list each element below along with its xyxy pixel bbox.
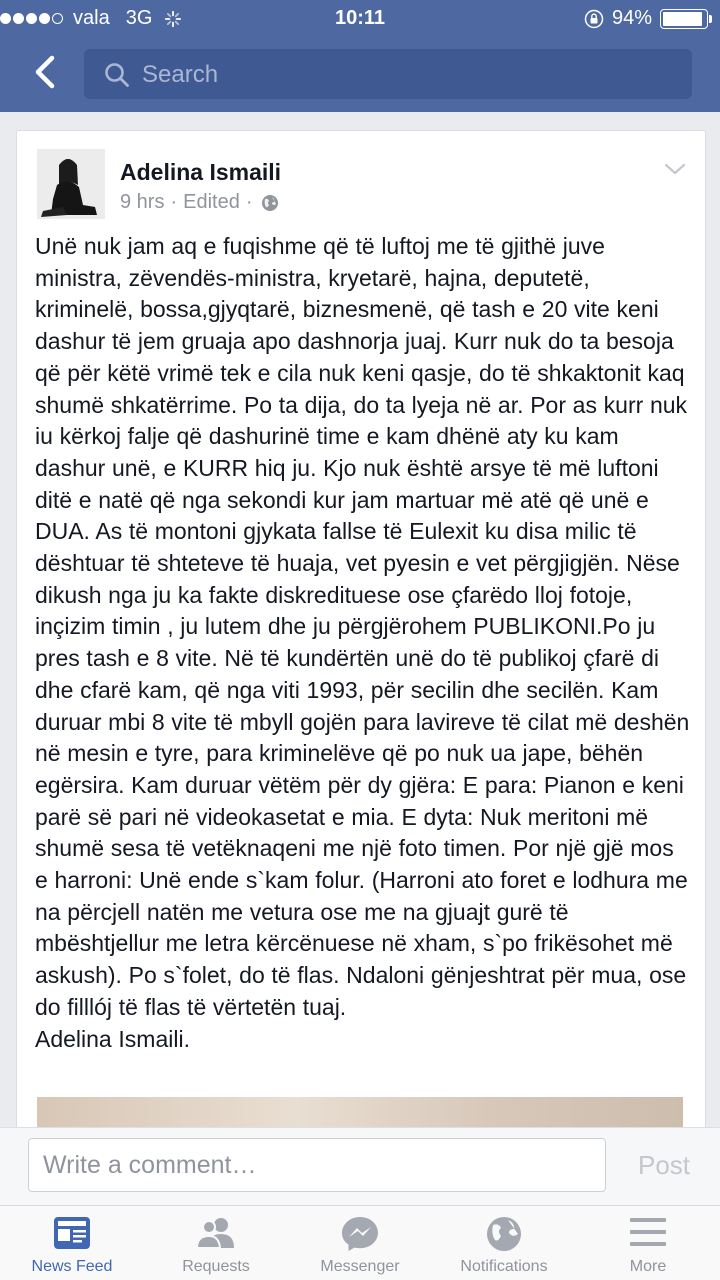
comment-bar	[0, 1127, 720, 1206]
carrier-name: vala	[73, 7, 110, 29]
comment-input[interactable]	[28, 1138, 606, 1192]
meta-separator: ·	[170, 191, 178, 213]
menu-icon	[629, 1215, 667, 1249]
battery-nub	[709, 15, 712, 23]
avatar-photo	[37, 149, 105, 219]
post-edited-label[interactable]: Edited	[183, 191, 240, 213]
search-input[interactable]	[140, 49, 684, 101]
author-avatar[interactable]	[37, 149, 105, 219]
post-body-text: Unë nuk jam aq e fuqishme që të luftoj me të gjithë juve ministra, zëvendës-ministra, kryetarë, hajna, deputetë, kriminelë, bossa,gjyqtarë, biznesmenë, që tash e 20 vite keni dashur të jem gruaja apo dashnorja juaj. Kurr nuk do ta besoja që për këtë vrimë tek e cila nuk keni qasje, do të shkaktonit kaq shumë shkatërrime. Po ta dija, do ta lyeja në ar. Por as kurr nuk iu kërkoj falje që dashurinë time e kam dhënë aty ku kam dashur unë, e KURR hiq ju. Kjo nuk është arsye të më luftoni ditë e natë që nga sekondi kur jam martuar më atë që unë e DUA. As të montoni gjykata fallse të Eulexit ku disa milic të dështuar të shteteve të huaja, vet pyesin e vet përgjigjën. Nëse dikush nga ju ka fakte diskredituese ose çfarëdo lloj fotoje, inçizim timin , ju lutem dhe ju përgjërohem PUBLIKONI.Po ju pres tash e 8 vite. Në të kundërtën unë do të publikoj çfarë di dhe cfarë kam, që nga viti 1993, për secilin dhe secilën. Kam duruar mbi 8 vite të mbyll gojën para lavireve të cilat më deshën në mesin e tyre, para kriminelëve që po nuk ua jape, bëhën egërsira. Kam duruar vëtëm për dy gjëra: E para: Pianon e keni parë së pari në videokasetat e mia. E dyta: Nuk meritoni më shumë sesa të vetëknaqeni me një foto timen. Por një gjë mos e harroni: Unë ende s`kam folur. (Harroni ato foret e lodhura me na përcjell natën me vetura ose me na gjuajt gurë të mbështjellur me letra kërcënuese në xham, s`po frikësohet më askush). Po s`folet, do të flas. Ndaloni gënjeshtrat për mua, ose do filllój të flas të vërtetën tuaj. Adelina Ismaili.	[35, 233, 690, 1052]
tab-more[interactable]	[576, 1206, 720, 1280]
tab-label: Notifications	[460, 1258, 548, 1275]
tab-label: Requests	[182, 1258, 250, 1275]
search-bar[interactable]	[84, 49, 692, 99]
post-comment-button[interactable]: Post	[622, 1144, 706, 1186]
tab-label: Messenger	[320, 1258, 400, 1275]
status-bar	[0, 0, 720, 40]
post-card	[16, 130, 706, 1142]
back-arrow-icon[interactable]	[28, 52, 64, 92]
post-meta	[120, 191, 279, 214]
post-time[interactable]: 9 hrs	[120, 191, 165, 213]
tab-label: More	[629, 1258, 667, 1275]
chevron-down-icon[interactable]	[663, 161, 687, 177]
news-feed-icon	[53, 1215, 91, 1251]
network-type: 3G	[125, 7, 153, 29]
tab-label: News Feed	[31, 1258, 113, 1275]
post-author-name[interactable]: Adelina Ismaili	[120, 159, 282, 185]
tab-requests[interactable]	[144, 1206, 288, 1280]
tab-bar	[0, 1205, 720, 1280]
status-time: 10:11	[334, 7, 386, 29]
meta-separator: ·	[245, 191, 253, 213]
battery-fill	[663, 12, 702, 26]
messenger-icon	[340, 1215, 380, 1253]
rotation-lock-icon	[584, 9, 604, 29]
globe-icon	[261, 194, 279, 212]
globe-notifications-icon	[485, 1215, 523, 1253]
battery-icon	[660, 9, 708, 29]
app-header	[0, 0, 720, 112]
tab-notifications[interactable]	[432, 1206, 576, 1280]
status-right	[584, 7, 712, 30]
battery-percent: 94%	[611, 7, 652, 29]
search-icon	[104, 62, 130, 88]
tab-news-feed[interactable]	[0, 1206, 144, 1280]
tab-messenger[interactable]	[288, 1206, 432, 1280]
requests-icon	[194, 1215, 238, 1251]
